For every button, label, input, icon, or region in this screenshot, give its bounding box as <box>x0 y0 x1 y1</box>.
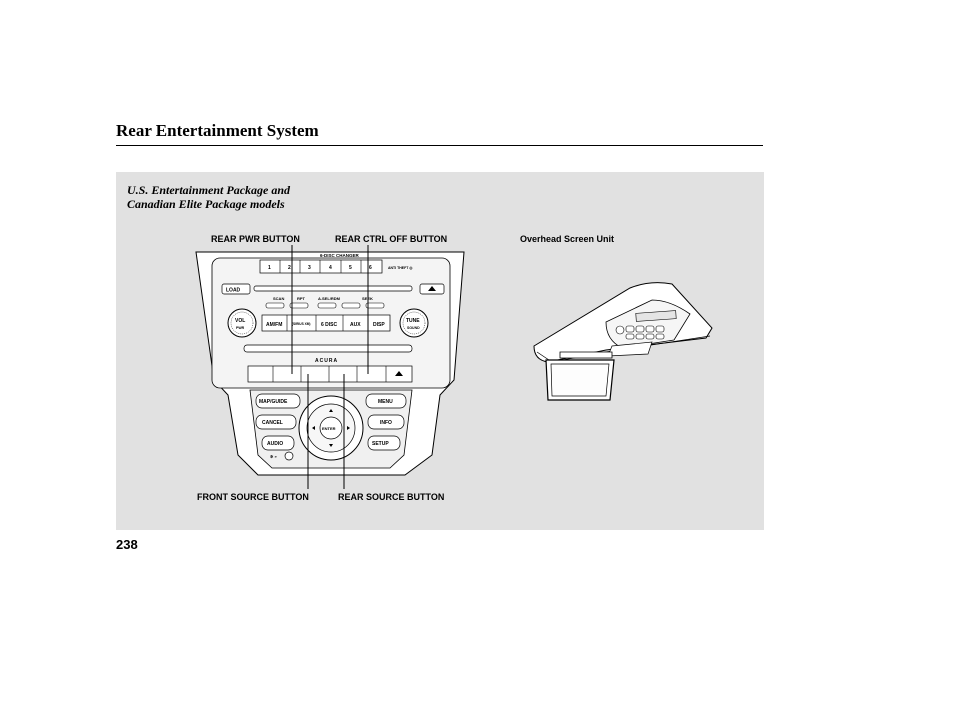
key-setup: SETUP <box>372 441 389 447</box>
svg-text:ANTI THEFT ◎: ANTI THEFT ◎ <box>388 266 413 270</box>
screen-display <box>551 364 609 396</box>
overhead-screen-unit-callout: Overhead Screen Unit <box>520 234 615 244</box>
preset-1: 1 <box>268 265 271 271</box>
page-number: 238 <box>116 537 138 552</box>
source-row-keys <box>262 315 390 331</box>
vol-knob <box>228 309 256 337</box>
tune-knob <box>400 309 428 337</box>
display-strip <box>244 345 412 352</box>
key-menu: MENU <box>378 399 393 405</box>
rear-source-button-callout: REAR SOURCE BUTTON <box>338 492 445 502</box>
enter-label: ENTER <box>322 426 336 431</box>
key-am-fm: AM/FM <box>266 322 283 328</box>
subhead-line-1: U.S. Entertainment Package and <box>127 183 291 197</box>
preset-3: 3 <box>308 265 311 271</box>
preset-5: 5 <box>349 265 352 271</box>
svg-text:✲ »: ✲ » <box>270 454 277 459</box>
preset-2: 2 <box>288 265 291 271</box>
load-key: LOAD <box>226 287 241 294</box>
vol-label: VOL <box>235 318 246 324</box>
svg-text:PWR: PWR <box>236 326 245 330</box>
key-audio: AUDIO <box>267 441 284 447</box>
preset-4: 4 <box>329 265 332 271</box>
key-info: INFO <box>380 420 392 426</box>
preset-6: 6 <box>369 265 372 271</box>
svg-text:(SIRIUS XM): (SIRIUS XM) <box>292 322 311 326</box>
key-cancel: CANCEL <box>262 420 283 426</box>
front-source-button-callout: FRONT SOURCE BUTTON <box>197 492 309 502</box>
overhead-screen-unit <box>534 283 712 400</box>
subhead-line-2: Canadian Elite Package models <box>127 197 285 211</box>
rear-pwr-button-callout: REAR PWR BUTTON <box>211 234 300 244</box>
func-rpt: RPT <box>297 296 305 301</box>
key-aux: AUX <box>350 322 361 328</box>
key-disp: DISP <box>373 322 385 328</box>
svg-text:SOUND: SOUND <box>407 326 420 330</box>
brand-label: ACURA <box>315 358 339 364</box>
tune-label: TUNE <box>406 318 420 324</box>
func-asel: A.SEL/RDM <box>318 296 340 301</box>
interface-dial <box>299 396 363 460</box>
changer-label: 6-DISC CHANGER <box>320 253 359 258</box>
key-map-guide: MAP/GUIDE <box>259 399 288 405</box>
rear-ctrl-off-button-callout: REAR CTRL OFF BUTTON <box>335 234 448 244</box>
disc-slot <box>254 286 412 291</box>
func-seek: SEEK <box>362 296 373 301</box>
key-6-disc: 6 DISC <box>321 322 338 328</box>
page-title: Rear Entertainment System <box>116 121 319 140</box>
rear-entertainment-keys <box>248 366 412 382</box>
func-scan: SCAN <box>273 296 285 301</box>
